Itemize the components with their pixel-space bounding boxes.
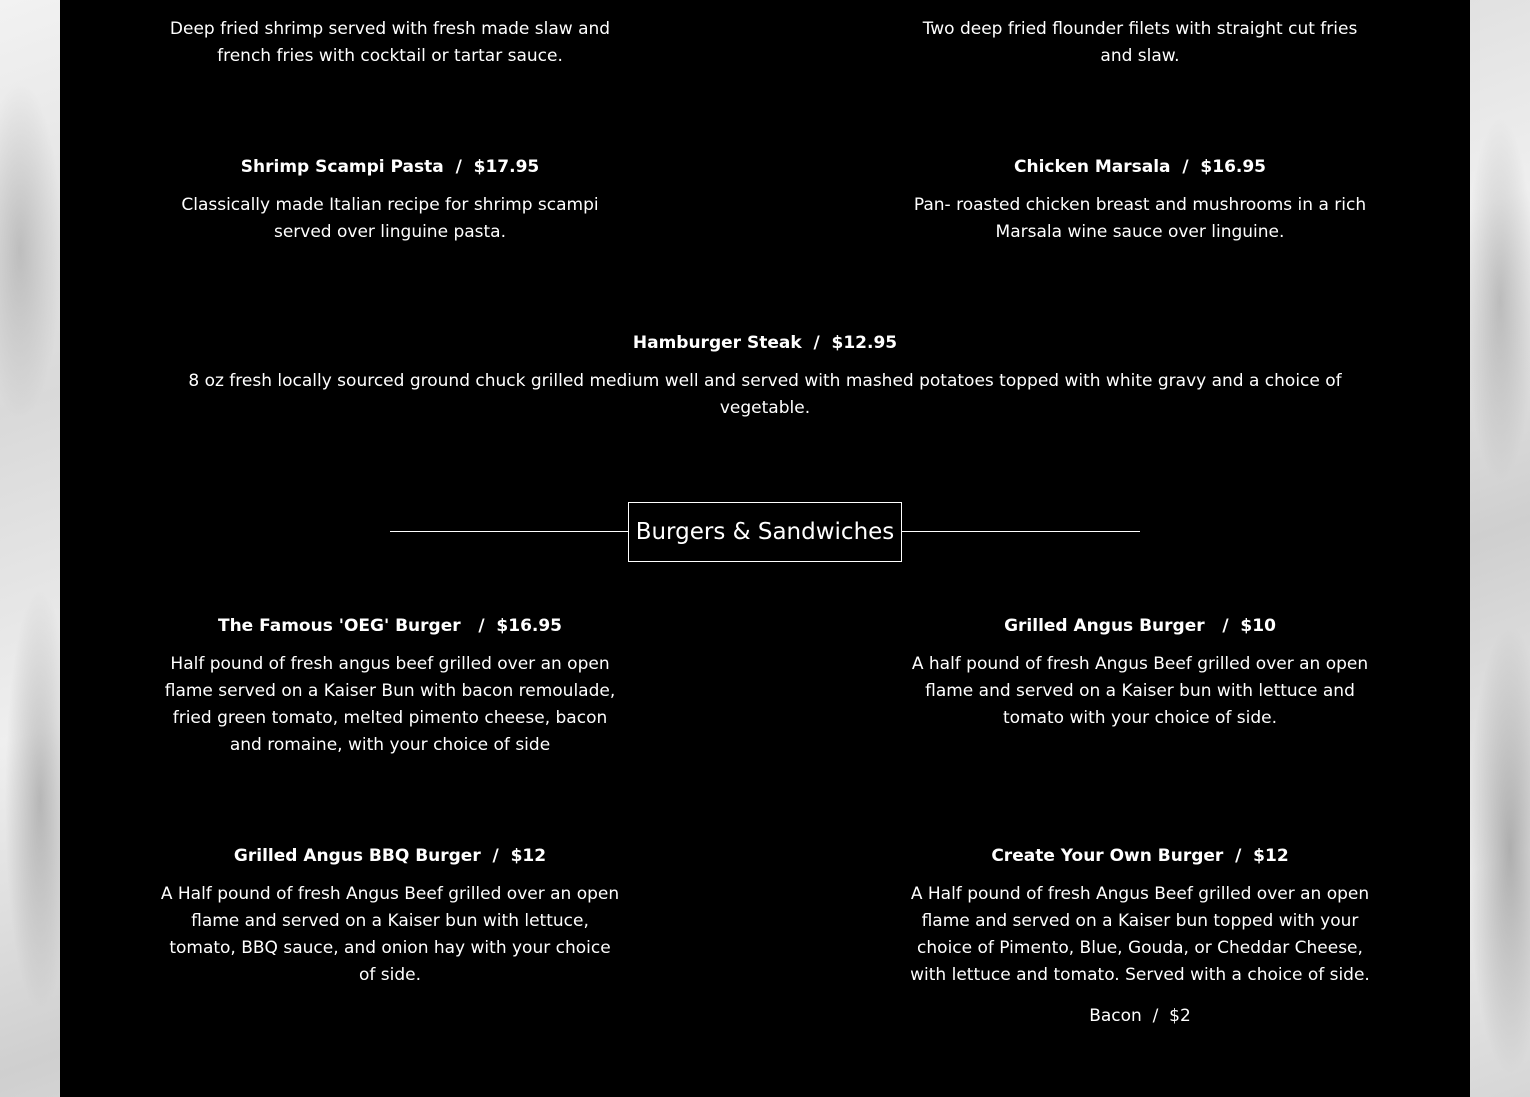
- menu-item-chicken-marsala: [910, 156, 1370, 246]
- menu-item-title: Hamburger Steak / $12.95: [632, 333, 898, 353]
- menu-item-title: Grilled Angus BBQ Burger / $12: [233, 846, 547, 866]
- menu-item-description: A Half pound of fresh Angus Beef grilled over an open flame and served on a Kaiser bun with lettuce, tomato, BBQ sauce, and onion hay with your choice of side.: [160, 884, 620, 985]
- menu-item-description: Pan- roasted chicken breast and mushrooms in a rich Marsala wine sauce over linguine.: [913, 195, 1367, 242]
- menu-item-create-your-own-burger: [910, 845, 1370, 1027]
- section-divider-left: [390, 531, 628, 532]
- menu-item-grilled-angus-burger: [910, 615, 1370, 732]
- menu-item-description: A Half pound of fresh Angus Beef grilled over an open flame and served on a Kaiser bun topped with your choice of Pimento, Blue, Gouda, or Cheddar Cheese, with lettuce and tomato. Served with a choice of side.: [910, 884, 1370, 985]
- section-heading-burgers: Burgers & Sandwiches: [628, 502, 902, 562]
- menu-item-hamburger-steak: [160, 332, 1370, 422]
- menu-item-title: Chicken Marsala / $16.95: [1013, 157, 1267, 177]
- menu-item-title: Shrimp Scampi Pasta / $17.95: [240, 157, 540, 177]
- menu-item-shrimp-scampi: [160, 156, 620, 246]
- menu-item-description: Classically made Italian recipe for shrimp scampi served over linguine pasta.: [181, 195, 599, 242]
- menu-item-description: 8 oz fresh locally sourced ground chuck grilled medium well and served with mashed potatoes topped with white gravy and a choice of vegetable.: [188, 371, 1342, 418]
- menu-panel: [60, 0, 1470, 1097]
- menu-item-oeg-burger: [160, 615, 620, 759]
- flounder-description: Two deep fried flounder filets with straight cut fries and slaw.: [922, 19, 1358, 66]
- fried-shrimp-description: Deep fried shrimp served with fresh made slaw and french fries with cocktail or tartar sauce.: [169, 19, 611, 66]
- menu-item-bbq-burger: [160, 845, 620, 989]
- menu-item-description: A half pound of fresh Angus Beef grilled over an open flame and served on a Kaiser bun with lettuce and tomato with your choice of side.: [911, 654, 1369, 728]
- menu-item-title: The Famous 'OEG' Burger / $16.95: [217, 616, 563, 636]
- section-divider-right: [902, 531, 1140, 532]
- menu-item-title: Grilled Angus Burger / $10: [1004, 616, 1276, 636]
- menu-item-description: Half pound of fresh angus beef grilled over an open flame served on a Kaiser Bun with bacon remoulade, fried green tomato, melted pimento cheese, bacon and romaine, with your choice of side: [164, 654, 616, 755]
- menu-item-title: Create Your Own Burger / $12: [991, 846, 1289, 866]
- bacon-addon-price: Bacon / $2: [1089, 1006, 1191, 1026]
